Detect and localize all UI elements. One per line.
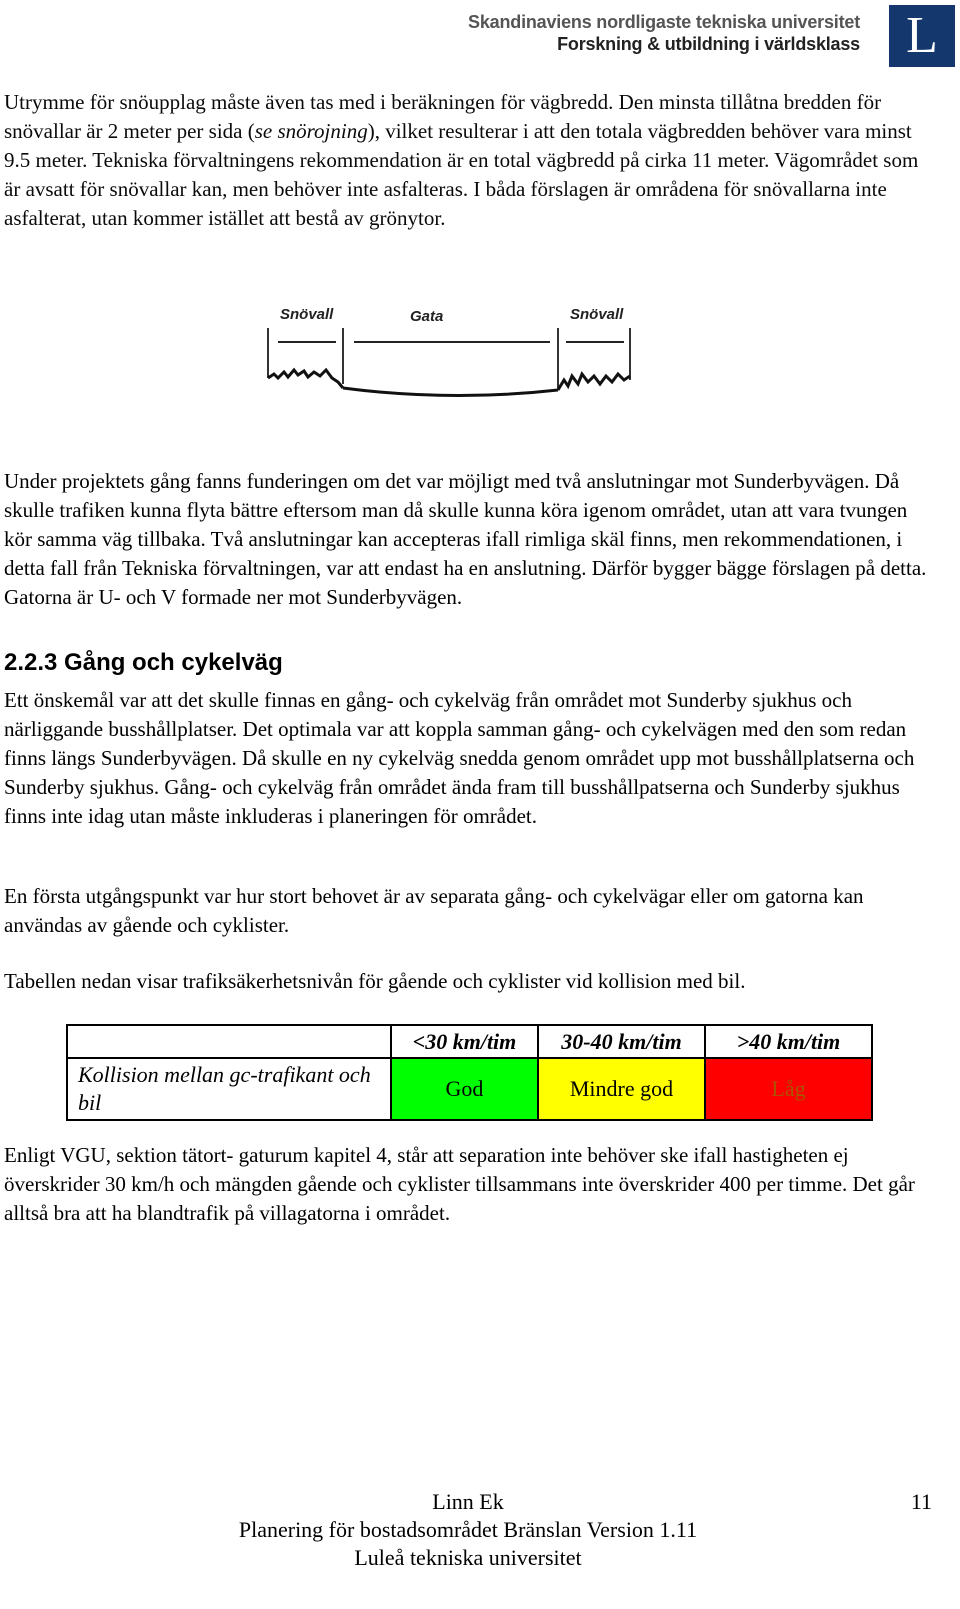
p1-italic-ref: se snörojning (254, 119, 368, 143)
header-30-40: 30-40 km/tim (538, 1025, 705, 1058)
road-cross-section-diagram (260, 298, 640, 408)
footer-document-title: Planering för bostadsområdet Bränslan Version 1.11 (238, 1517, 698, 1542)
university-logo (889, 5, 955, 67)
paragraph-starting-point: En första utgångspunkt var hur stort behovet är av separata gång- och cykelvägar eller om gatorna kan användas av gående och cyklister. (4, 884, 864, 937)
section-heading-walk-cycle: 2.2.3 Gång och cykelväg (4, 649, 283, 676)
cell-good: God (391, 1058, 538, 1120)
label-street: Gata (410, 308, 444, 325)
paragraph-vgu: Enligt VGU, sektion tätort- gaturum kapitel 4, står att separation inte behöver ske ifall hastigheten ej överskrider 30 km/h och mängden gående och cyklister tillsammans inte överskrider 400 per timme. Det går alltså bra att ha blandtrafik på villagatorna i området. (4, 1143, 915, 1225)
label-snowbank-left: Snövall (280, 306, 334, 323)
table-corner-cell (67, 1025, 391, 1058)
table-header-row (67, 1025, 872, 1058)
cell-less-good: Mindre god (538, 1058, 705, 1120)
logo-letter: L (906, 7, 938, 64)
paragraph-connections: Under projektets gång fanns funderingen om det var möjligt med två anslutningar mot Sunderbyvägen. Då skulle trafiken kunna flyta bättre eftersom man då skulle kunna köra igenom området, utan att vara tvungen kör samma väg tillbaka. Två anslutningar kan accepteras ifall rimliga skäl finns, men rekommendationen, i detta fall från Tekniska förvaltningen, var att endast ha en anslutning. Därför bygger bägge förslagen på detta. Gatorna är U- och V formade ner mot Sunderbyvägen. (4, 469, 927, 609)
table-row (67, 1058, 872, 1120)
footer-author: Linn Ek (432, 1489, 504, 1514)
label-snowbank-right: Snövall (570, 306, 624, 323)
header-under-30: <30 km/tim (391, 1025, 538, 1058)
p1-text-a: Utrymme för snöupplag måste även tas med i beräkningen för vägbredd. Den minsta tillåtna bredden för snövallar är 2 meter per sida ( (4, 90, 882, 143)
header-over-40: >40 km/tim (705, 1025, 872, 1058)
safety-level-table (66, 1024, 873, 1121)
row-label-collision: Kollision mellan gc-trafikant och bil (67, 1058, 391, 1120)
page-number: 11 (910, 1489, 932, 1514)
paragraph-snow-storage (4, 88, 934, 233)
cell-low: Låg (705, 1058, 872, 1120)
footer-university: Luleå tekniska universitet (354, 1545, 582, 1570)
header-tagline-1: Skandinaviens nordligaste tekniska universitet (468, 12, 860, 32)
paragraph-table-intro: Tabellen nedan visar trafiksäkerhetsnivån för gående och cyklister vid kollision med bil. (4, 969, 746, 993)
paragraph-cycle-path: Ett önskemål var att det skulle finnas en gång- och cykelväg från området mot Sunderby sjukhus och närliggande busshållplatser. Det optimala var att koppla samman gång- och cykelvägen med den som redan finns längs Sunderbyvägen. Då skulle en ny cykelväg snedda genom området upp mot busshållplatserna och Sunderby sjukhus. Gång- och cykelväg från området ända fram till busshållpatserna och Sunderby sjukhus finns inte idag utan måste inkluderas i planeringen för området. (4, 688, 915, 828)
page-header (0, 0, 960, 78)
header-tagline-2: Forskning & utbildning i världsklass (557, 34, 860, 54)
p1-text-b: ), vilket resulterar i att den totala vägbredden behöver vara minst 9.5 meter. Tekniska förvaltningens rekommendation är en total vägbredd på cirka 11 meter. Vägområdet som är avsatt för snövallar kan, men behöver inte asfalteras. I båda förslagen är områdena för snövallarna inte asfalterat, utan kommer istället att bestå av grönytor. (4, 119, 919, 230)
